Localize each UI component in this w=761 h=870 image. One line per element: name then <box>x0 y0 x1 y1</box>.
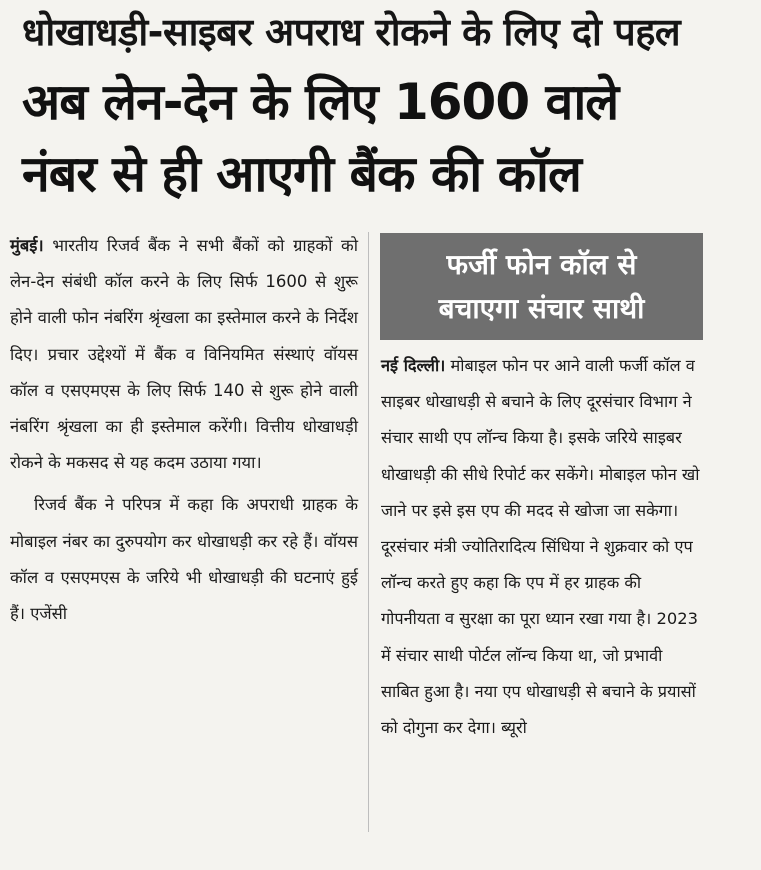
left-article-column <box>10 228 358 632</box>
sidebar-headline-box <box>380 233 703 340</box>
kicker-headline: धोखाधड़ी-साइबर अपराध रोकने के लिए दो पहल <box>22 10 681 54</box>
left-dateline: मुंबई। <box>10 236 44 255</box>
sidebar-headline-line-1: फर्जी फोन कॉल से <box>446 247 637 281</box>
right-dateline: नई दिल्ली। <box>381 356 446 375</box>
sidebar-headline-line-2: बचाएगा संचार साथी <box>438 291 645 325</box>
right-article-paragraph <box>381 348 703 746</box>
right-article-column <box>381 348 703 746</box>
right-paragraph-text: मोबाइल फोन पर आने वाली फर्जी कॉल व साइबर धोखाधड़ी से बचाने के लिए दूरसंचार विभाग ने संचार साथी एप लॉन्च किया है। इसके जरिये साइबर धोखाधड़ी की सीधे रिपोर्ट कर सकेंगे। मोबाइल फोन खो जाने पर इसे इस एप की मदद से खोजा जा सकेगा। दूरसंचार मंत्री ज्योतिरादित्य सिंधिया ने शुक्रवार को एप लॉन्च करते हुए कहा कि एप में हर ग्राहक की गोपनीयता व सुरक्षा का पूरा ध्यान रखा गया है। 2023 में संचार साथी पोर्टल लॉन्च किया था, जो प्रभावी साबित हुआ है। नया एप धोखाधड़ी से बचाने के प्रयासों को दोगुना कर देगा। ब्यूरो <box>381 356 700 738</box>
main-headline <box>22 66 742 210</box>
left-paragraph-2: रिजर्व बैंक ने परिपत्र में कहा कि अपराधी ग्राहक के मोबाइल नंबर का दुरुपयोग कर धोखाधड़ी कर रहे हैं। वॉयस कॉल व एसएमएस के जरिये भी धोखाधड़ी की घटनाएं हुई हैं। एजेंसी <box>10 495 358 624</box>
headline-line-2: नंबर से ही आएगी बैंक की कॉल <box>22 145 581 203</box>
column-divider <box>368 232 369 832</box>
left-paragraph-1-text: भारतीय रिजर्व बैंक ने सभी बैंकों को ग्राहकों को लेन-देन संबंधी कॉल करने के लिए सिर्फ 1600 से शुरू होने वाली फोन नंबरिंग श्रृंखला का इस्तेमाल करने के निर्देश दिए। प्रचार उद्देश्यों में बैंक व विनियमित संस्थाएं वॉयस कॉल व एसएमएस के लिए सिर्फ 140 से शुरू होने वाली नंबरिंग श्रृंखला का ही इस्तेमाल करेंगी। वित्तीय धोखाधड़ी रोकने के मकसद से यह कदम उठाया गया। <box>10 236 359 473</box>
left-article-paragraph <box>10 228 358 481</box>
headline-line-1: अब लेन-देन के लिए 1600 वाले <box>22 73 619 131</box>
